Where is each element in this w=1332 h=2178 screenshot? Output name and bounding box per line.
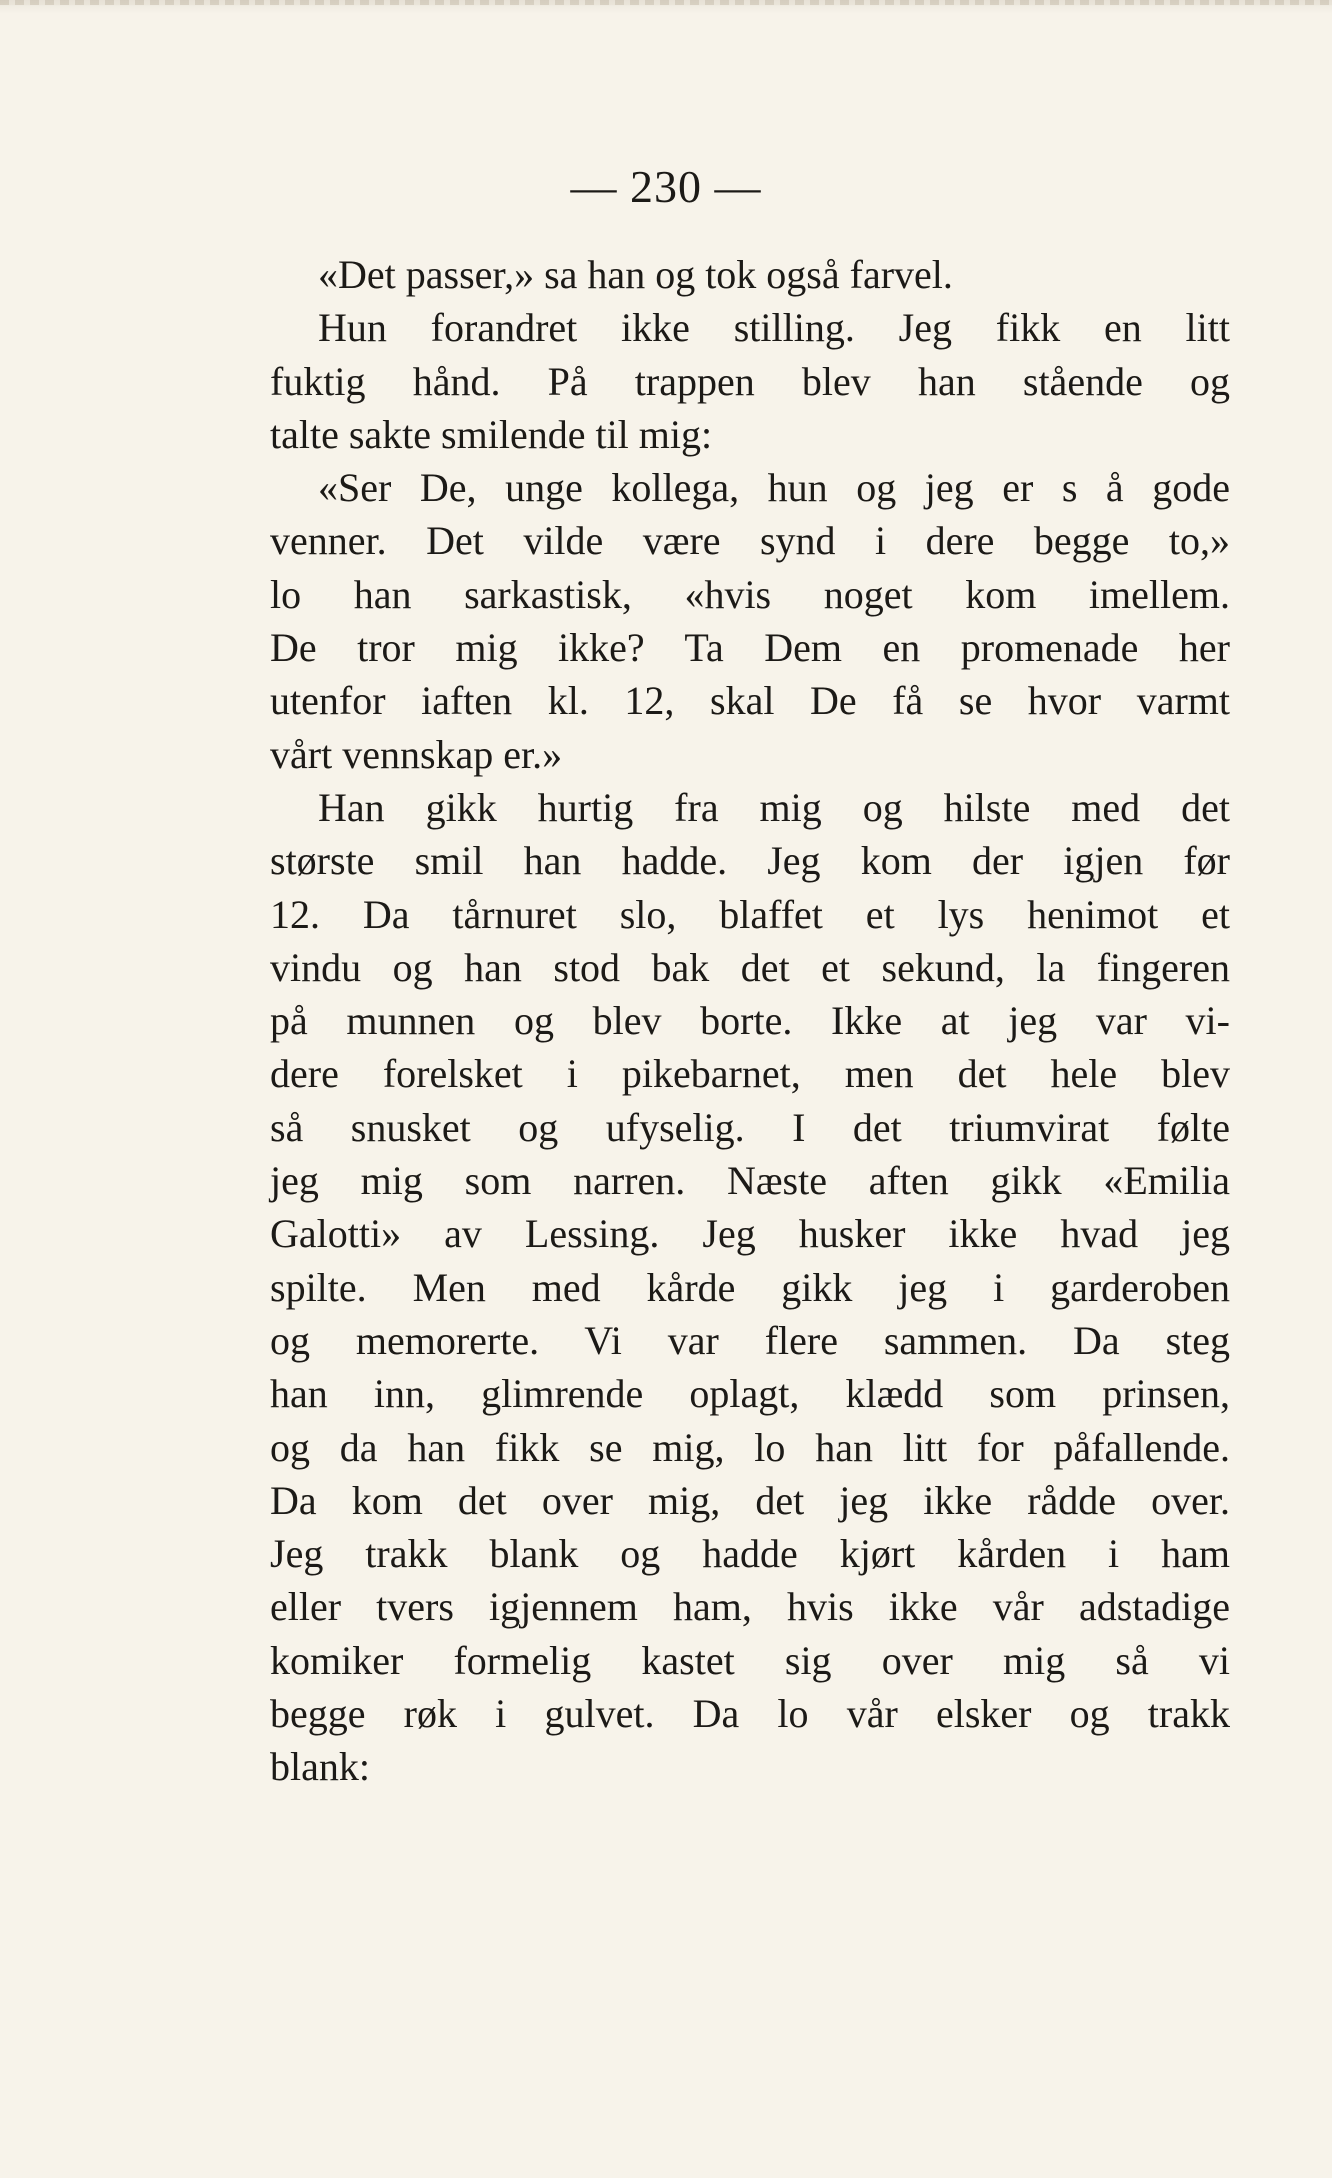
text-line: og memorerte. Vi var flere sammen. Da steg	[270, 1317, 1230, 1363]
text-line: venner. Det vilde være synd i dere begge to,»	[270, 518, 1230, 564]
text-line: han inn, glimrende oplagt, klædd som prinsen,	[270, 1371, 1230, 1417]
text-line: «Det passer,» sa han og tok også farvel.	[318, 252, 953, 297]
text-line: komiker formelig kastet sig over mig så vi	[270, 1637, 1230, 1683]
text-line: jeg mig som narren. Næste aften gikk «Emilia	[270, 1158, 1230, 1204]
page-number: — 230 —	[570, 161, 762, 212]
text-line: lo han sarkastisk, «hvis noget kom imellem.	[270, 571, 1230, 617]
text-line: vårt vennskap er.»	[270, 731, 563, 777]
text-line: spilte. Men med kårde gikk jeg i garderoben	[270, 1264, 1230, 1310]
text-line: så snusket og ufyselig. I det triumvirat følte	[270, 1104, 1230, 1150]
text-line: Da kom det over mig, det jeg ikke rådde over.	[270, 1477, 1230, 1523]
body-text	[270, 248, 1230, 1794]
text-line: Jeg trakk blank og hadde kjørt kården i ham	[270, 1531, 1230, 1577]
text-line: Hun forandret ikke stilling. Jeg fikk en litt	[318, 305, 1230, 351]
text-line: fuktig hånd. På trappen blev han stående og	[270, 358, 1230, 404]
text-line: Galotti» av Lessing. Jeg husker ikke hvad jeg	[270, 1211, 1230, 1257]
text-line: eller tvers igjennem ham, hvis ikke vår adstadige	[270, 1584, 1230, 1630]
text-line: De tror mig ikke? Ta Dem en promenade her	[270, 625, 1230, 671]
text-line: blank:	[270, 1744, 370, 1790]
text-line: utenfor iaften kl. 12, skal De få se hvor varmt	[270, 678, 1230, 724]
page-top-edge	[0, 0, 1332, 5]
text-line: dere forelsket i pikebarnet, men det hele blev	[270, 1051, 1230, 1097]
text-line: «Ser De, unge kollega, hun og jeg er s å gode	[318, 465, 1230, 511]
text-line: største smil han hadde. Jeg kom der igjen før	[270, 838, 1230, 884]
text-line: vindu og han stod bak det et sekund, la fingeren	[270, 944, 1230, 990]
text-line: 12. Da tårnuret slo, blaffet et lys henimot et	[270, 891, 1230, 937]
text-line: talte sakte smilende til mig:	[270, 411, 713, 457]
text-line: begge røk i gulvet. Da lo vår elsker og trakk	[270, 1691, 1230, 1737]
text-line: og da han fikk se mig, lo han litt for påfallende.	[270, 1424, 1230, 1470]
text-line: på munnen og blev borte. Ikke at jeg var vi-	[270, 998, 1230, 1044]
text-line: Han gikk hurtig fra mig og hilste med det	[318, 784, 1230, 830]
